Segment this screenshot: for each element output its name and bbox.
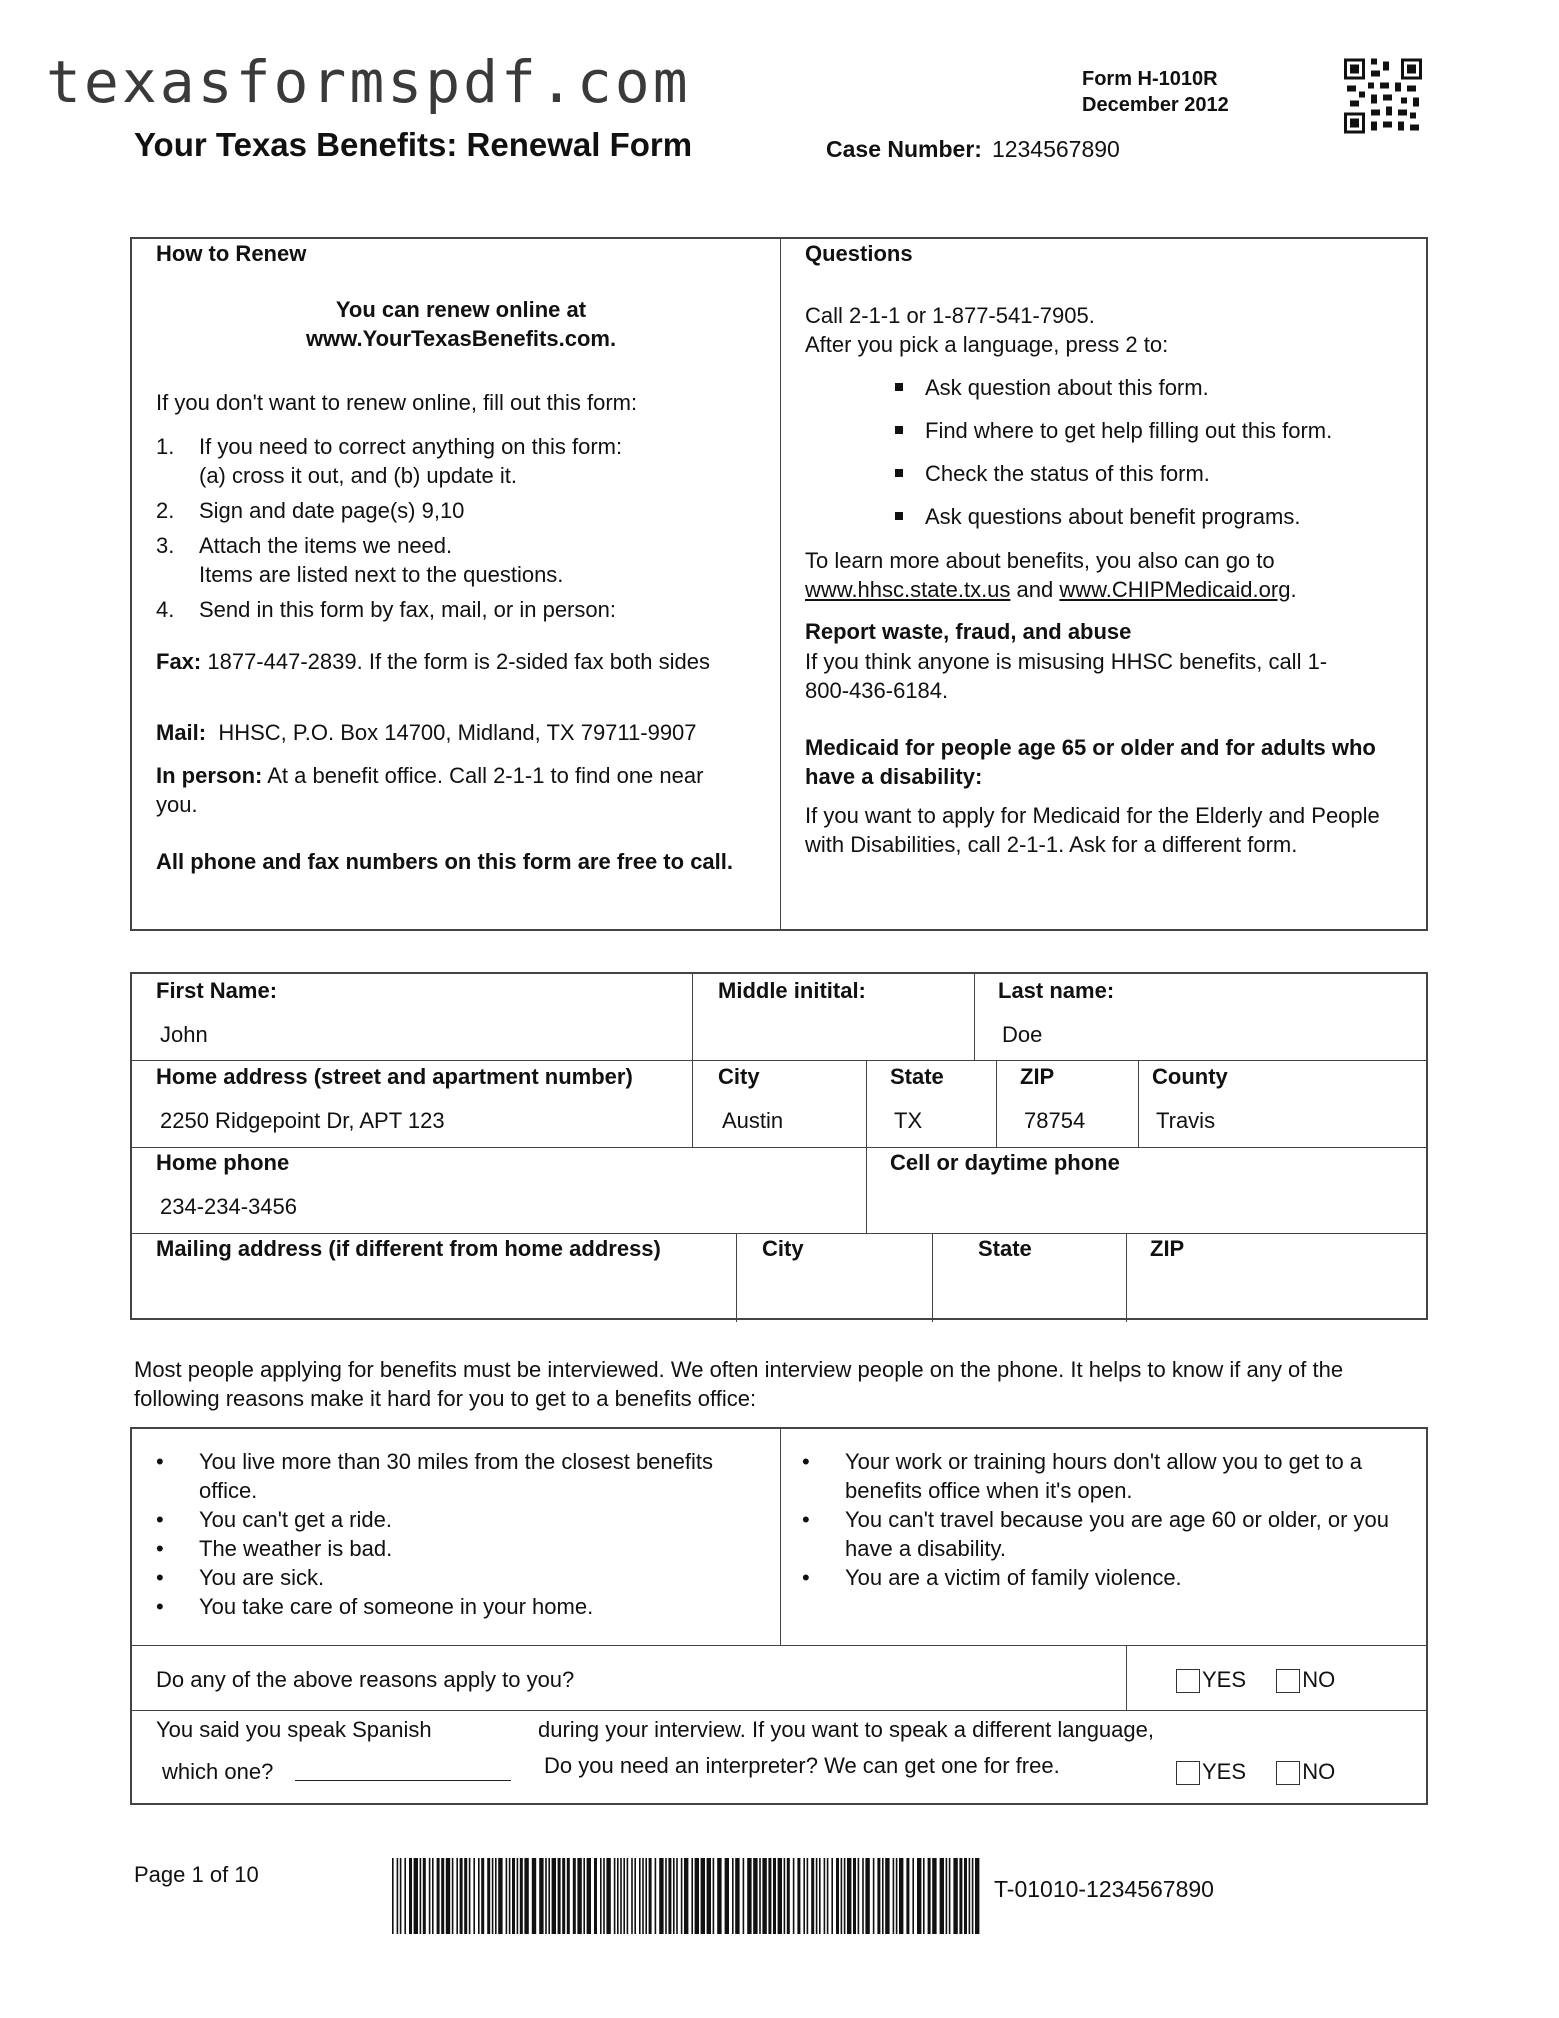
- how-to-renew-heading: How to Renew: [156, 241, 307, 266]
- hhsc-link[interactable]: www.hhsc.state.tx.us: [805, 577, 1011, 602]
- first-name-label: First Name:: [156, 978, 278, 1003]
- language-line: You said you speak Spanish: [156, 1717, 432, 1742]
- online-renew-note: You can renew online at www.YourTexasBenefits.com.: [156, 295, 766, 353]
- zip-label: ZIP: [1020, 1064, 1055, 1089]
- instructions-box: [130, 237, 1428, 931]
- form-number: Form H-1010R: [1082, 68, 1218, 90]
- reasons-apply-question: Do any of the above reasons apply to you?: [156, 1667, 575, 1692]
- zip-field[interactable]: 78754: [1024, 1108, 1086, 1133]
- home-phone-field[interactable]: 234-234-3456: [160, 1194, 298, 1219]
- case-number: [826, 136, 1120, 163]
- other-language-field[interactable]: [295, 1758, 511, 1781]
- mailing-address-label: Mailing address (if different from home address): [156, 1236, 661, 1261]
- interpreter-options: YES NO: [1176, 1757, 1335, 1786]
- barcode-icon: [390, 1858, 982, 1934]
- city-label: City: [718, 1064, 760, 1089]
- list-item: • You are a victim of family violence.: [802, 1563, 1412, 1592]
- cell-phone-field[interactable]: [894, 1194, 1394, 1220]
- chip-medicaid-link[interactable]: www.CHIPMedicaid.org: [1059, 577, 1291, 602]
- home-address-label: Home address (street and apartment number): [156, 1064, 633, 1089]
- city-field[interactable]: Austin: [722, 1108, 784, 1133]
- state-label: State: [890, 1064, 944, 1089]
- language-instruction: during your interview. If you want to speak a different language,: [538, 1717, 1154, 1742]
- middle-initial-field[interactable]: [722, 1022, 942, 1048]
- call-info: Call 2-1-1 or 1-877-541-7905. After you pick a language, press 2 to:: [805, 303, 1169, 357]
- interview-reasons-box: [130, 1427, 1428, 1805]
- renew-step: 2. Sign and date page(s) 9,10: [156, 498, 465, 523]
- applicant-info-table: [130, 972, 1428, 1320]
- list-item: • You are sick.: [156, 1563, 756, 1592]
- mailing-zip-label: ZIP: [1150, 1236, 1185, 1261]
- county-field[interactable]: Travis: [1156, 1108, 1216, 1133]
- form-date: December 2012: [1082, 94, 1229, 116]
- first-name-field[interactable]: John: [160, 1022, 208, 1047]
- free-call-note: All phone and fax numbers on this form are free to call.: [156, 849, 733, 874]
- learn-more: To learn more about benefits, you also can go to www.hhsc.state.tx.us and www.CHIPMedicaid.org.: [805, 548, 1297, 602]
- reasons-yes-checkbox[interactable]: [1176, 1669, 1200, 1693]
- medicaid-heading: Medicaid for people age 65 or older and for adults who have a disability:: [805, 735, 1376, 789]
- last-name-field[interactable]: Doe: [1002, 1022, 1043, 1047]
- case-number-label: Case Number:: [826, 136, 982, 162]
- list-item: • You can't get a ride.: [156, 1505, 756, 1534]
- mail-info: Mail: HHSC, P.O. Box 14700, Midland, TX 79711-9907: [156, 720, 697, 745]
- home-phone-label: Home phone: [156, 1150, 290, 1175]
- home-address-field[interactable]: 2250 Ridgepoint Dr, APT 123: [160, 1108, 445, 1133]
- county-label: County: [1152, 1064, 1228, 1089]
- list-item: Ask questions about benefit programs.: [805, 502, 1405, 545]
- medicaid-text: If you want to apply for Medicaid for the Elderly and People with Disabilities, call 2-1-1. Ask for a different form.: [805, 803, 1380, 857]
- reasons-right-list: [802, 1447, 1412, 1592]
- renew-step: 1. If you need to correct anything on this form: (a) cross it out, and (b) update it.: [156, 434, 623, 488]
- page-number: Page 1 of 10: [134, 1862, 259, 1887]
- middle-initial-label: Middle initital:: [718, 978, 866, 1003]
- language-field[interactable]: Spanish: [352, 1717, 432, 1742]
- page-title: Your Texas Benefits: Renewal Form: [134, 126, 693, 163]
- list-item: • Your work or training hours don't allow you to get to a benefits office when it's open.: [802, 1447, 1412, 1505]
- mailing-state-label: State: [978, 1236, 1032, 1261]
- fax-info: Fax: 1877-447-2839. If the form is 2-sided fax both sides: [156, 649, 710, 674]
- offline-intro: If you don't want to renew online, fill out this form:: [156, 390, 638, 415]
- list-item: • You live more than 30 miles from the closest benefits office.: [156, 1447, 756, 1505]
- which-language: which one?: [162, 1757, 511, 1786]
- cell-phone-label: Cell or daytime phone: [890, 1150, 1120, 1175]
- form-id: [1082, 66, 1229, 118]
- interpreter-no-checkbox[interactable]: [1276, 1761, 1300, 1785]
- case-number-value: 1234567890: [991, 136, 1120, 162]
- reasons-apply-options: YES NO: [1176, 1665, 1335, 1694]
- list-item: • You can't travel because you are age 60 or older, or you have a disability.: [802, 1505, 1412, 1563]
- fraud-heading: Report waste, fraud, and abuse: [805, 619, 1132, 644]
- qr-code-icon: [1344, 58, 1422, 134]
- interview-intro: Most people applying for benefits must be interviewed. We often interview people on the phone. It helps to know if any of the following reasons make it hard for you to get to a benefits office:: [134, 1357, 1344, 1411]
- watermark: texasformspdf.com: [46, 48, 691, 116]
- list-item: Find where to get help filling out this form.: [805, 416, 1405, 459]
- list-item: Ask question about this form.: [805, 373, 1405, 416]
- state-field[interactable]: TX: [894, 1108, 923, 1133]
- in-person-info: In person: At a benefit office. Call 2-1-1 to find one near you.: [156, 763, 704, 817]
- reasons-left-list: [156, 1447, 756, 1621]
- renew-steps: [156, 432, 766, 630]
- reasons-no-checkbox[interactable]: [1276, 1669, 1300, 1693]
- list-item: • You take care of someone in your home.: [156, 1592, 756, 1621]
- mailing-city-label: City: [762, 1236, 804, 1261]
- last-name-label: Last name:: [998, 978, 1115, 1003]
- renew-step: 4. Send in this form by fax, mail, or in person:: [156, 597, 616, 622]
- barcode-number: T-01010-1234567890: [994, 1876, 1214, 1902]
- questions-heading: Questions: [805, 241, 913, 266]
- interpreter-question: Do you need an interpreter? We can get one for free.: [544, 1753, 1060, 1778]
- renew-step: 3. Attach the items we need. Items are listed next to the questions.: [156, 533, 564, 587]
- question-options: [805, 373, 1405, 545]
- fraud-text: If you think anyone is misusing HHSC benefits, call 1-800-436-6184.: [805, 649, 1328, 703]
- online-renew-url[interactable]: www.YourTexasBenefits.com.: [305, 326, 617, 351]
- list-item: Check the status of this form.: [805, 459, 1405, 502]
- list-item: • The weather is bad.: [156, 1534, 756, 1563]
- interpreter-yes-checkbox[interactable]: [1176, 1761, 1200, 1785]
